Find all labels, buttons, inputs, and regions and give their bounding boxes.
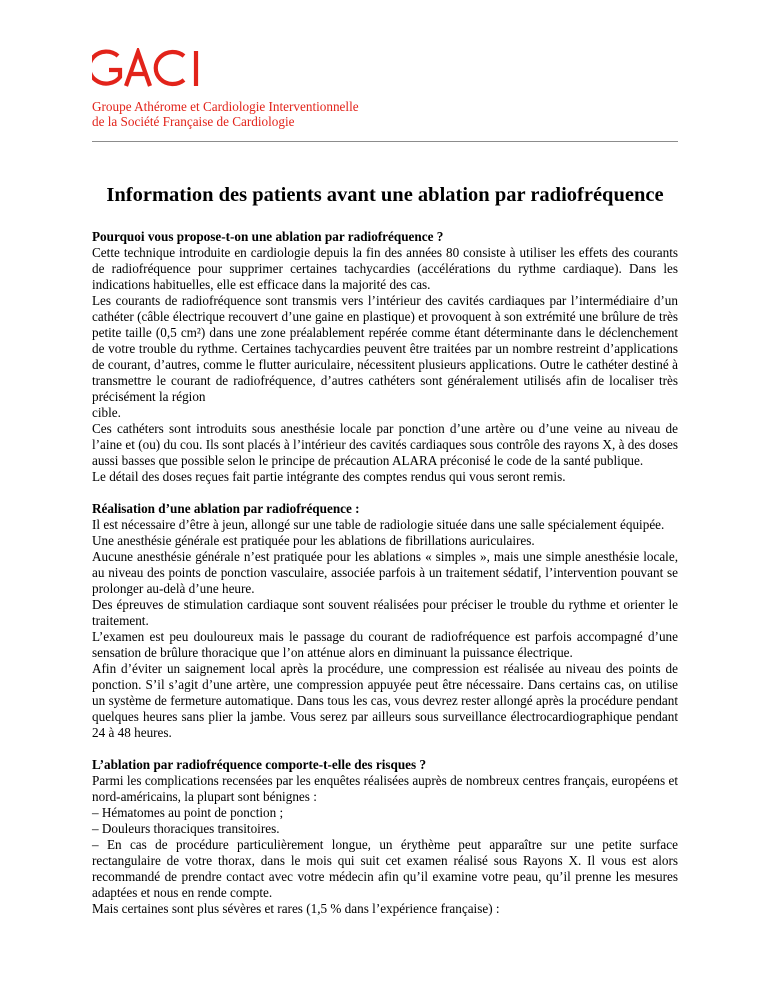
paragraph: Parmi les complications recensées par les enquêtes réalisées auprès de nombreux centres français, européens et nord-américains, la plupart sont bénignes : <box>92 773 678 804</box>
section-heading: L’ablation par radiofréquence comporte-t-elle des risques ? <box>92 757 427 772</box>
paragraph: cible. <box>92 405 121 420</box>
section-heading: Réalisation d’une ablation par radiofréquence : <box>92 501 360 516</box>
paragraph: Mais certaines sont plus sévères et rares (1,5 % dans l’expérience française) : <box>92 901 500 916</box>
document-title: Information des patients avant une ablation par radiofréquence <box>106 184 664 206</box>
paragraph: Afin d’éviter un saignement local après la procédure, une compression est réalisée au niveau des points de ponction. S’il s’agit d’une artère, une compression appuyée peut être nécessaire. Dans certains cas, on utilise un système de fermeture automatique. Dans tous les cas, vous devrez rester allongé après la procédure pendant quelques heures sans plier la jambe. Vous serez par ailleurs sous surveillance électrocardiographique pendant 24 à 48 heures. <box>92 661 678 740</box>
paragraph: Ces cathéters sont introduits sous anesthésie locale par ponction d’une artère ou d’une veine au niveau de l’aine et (ou) du cou. Ils sont placés à l’intérieur des cavités cardiaques sous contrôle des rayons X, à des doses aussi basses que possible selon le principe de précaution ALARA préconisé le code de la santé publique. <box>92 421 678 468</box>
section-procedure <box>92 501 678 741</box>
paragraph: Les courants de radiofréquence sont transmis vers l’intérieur des cavités cardiaques par l’intermédiaire d’un cathéter (câble électrique recouvert d’une gaine en plastique) et provoquent à son extrémité une brûlure de très petite taille (0,5 cm²) dans une zone préalablement repérée comme étant déterminante dans le déclenchement de votre trouble du rythme. Certaines tachycardies peuvent être traitées par un nombre restreint d’applications de courant, d’autres, comme le flutter auriculaire, nécessitent plusieurs applications. Outre le cathéter destiné à transmettre le courant de radiofréquence, d’autres cathéters sont généralement utilisés afin de localiser très précisément la région <box>92 293 678 404</box>
paragraph: L’examen est peu douloureux mais le passage du courant de radiofréquence est parfois accompagné d’une sensation de brûlure thoracique que l’on atténue alors en diminuant la puissance électrique. <box>92 629 678 660</box>
paragraph: Il est nécessaire d’être à jeun, allongé sur une table de radiologie située dans une salle spécialement équipée. <box>92 517 665 532</box>
organization-name <box>92 99 359 129</box>
section-why-ablation <box>92 229 678 485</box>
paragraph: Le détail des doses reçues fait partie intégrante des comptes rendus qui vous seront remis. <box>92 469 566 484</box>
section-heading: Pourquoi vous propose-t-on une ablation par radiofréquence ? <box>92 229 444 244</box>
document-body <box>92 229 678 933</box>
paragraph: Des épreuves de stimulation cardiaque sont souvent réalisées pour préciser le trouble du rythme et orienter le traitement. <box>92 597 678 628</box>
list-item: – Hématomes au point de ponction ; <box>92 805 284 820</box>
organization-line-2: de la Société Française de Cardiologie <box>92 114 295 129</box>
paragraph: Aucune anesthésie générale n’est pratiquée pour les ablations « simples », mais une simple anesthésie locale, au niveau des points de ponction vasculaire, associée parfois à un traitement sédatif, l’intervention pouvant se prolonger au-delà d’une heure. <box>92 549 678 596</box>
gaci-logo <box>92 48 210 88</box>
paragraph: Une anesthésie générale est pratiquée pour les ablations de fibrillations auriculaires. <box>92 533 535 548</box>
section-risks <box>92 757 678 917</box>
organization-line-1: Groupe Athérome et Cardiologie Interventionnelle <box>92 99 359 114</box>
list-item: – Douleurs thoraciques transitoires. <box>92 821 280 836</box>
paragraph: Cette technique introduite en cardiologie depuis la fin des années 80 consiste à utiliser les effets des courants de radiofréquence pour supprimer certaines tachycardies (accélérations du rythme cardiaque). Dans les indications habituelles, elle est efficace dans la majorité des cas. <box>92 245 678 292</box>
list-item: – En cas de procédure particulièrement longue, un érythème peut apparaître sur une petite surface rectangulaire de votre thorax, dans le mois qui suit cet examen réalisé sous Rayons X. Il vous est alors recommandé de prendre contact avec votre médecin afin qu’il examine votre peau, qu’il prenne les mesures adaptées et nous en rende compte. <box>92 837 678 900</box>
header-divider <box>92 141 678 142</box>
